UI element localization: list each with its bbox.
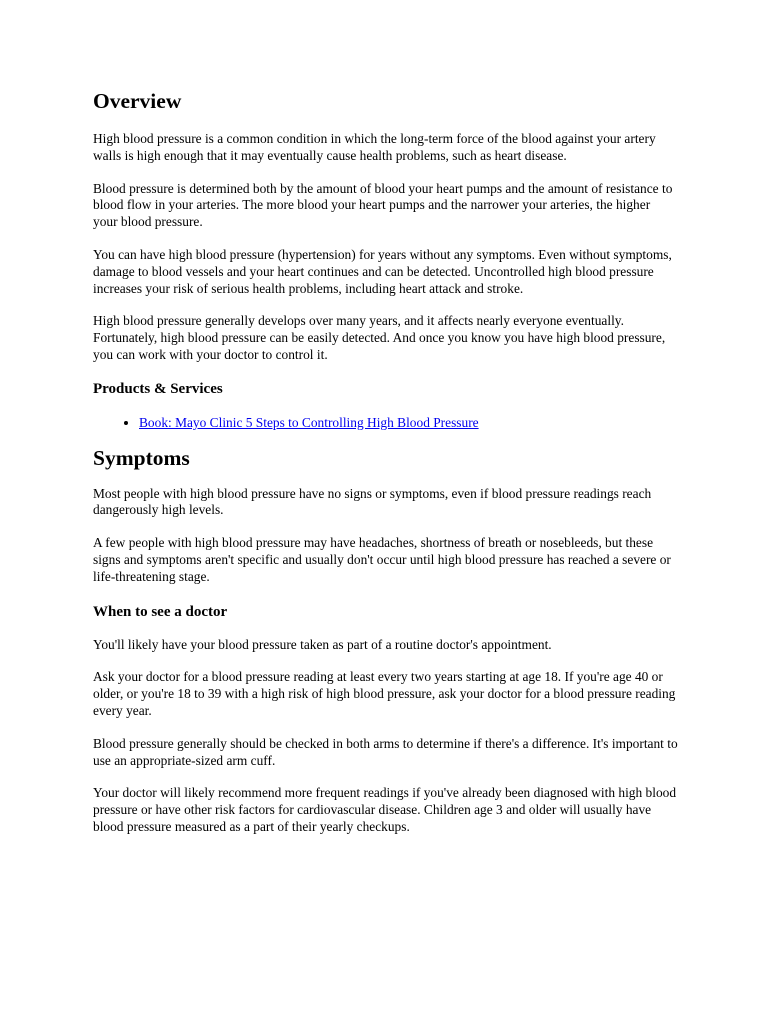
doctor-paragraph-3: Blood pressure generally should be checked in both arms to determine if there's a difference. It's important to use an appropriate-sized arm cuff.	[93, 735, 678, 768]
overview-paragraph-4: High blood pressure generally develops over many years, and it affects nearly everyone eventually. Fortunately, high blood pressure can be easily detected. And once you know you have high blood pressure, you can work with your doctor to control it.	[93, 313, 666, 362]
book-link[interactable]: Book: Mayo Clinic 5 Steps to Controlling High Blood Pressure	[139, 414, 479, 430]
symptoms-paragraph-2: A few people with high blood pressure may have headaches, shortness of breath or nosebleeds, but these signs and symptoms aren't specific and usually don't occur until high blood pressure has reached a severe or life-threatening stage.	[93, 535, 671, 584]
doctor-heading: When to see a doctor	[93, 603, 228, 620]
products-heading: Products & Services	[93, 380, 223, 397]
overview-paragraph-3: You can have high blood pressure (hypertension) for years without any symptoms. Even without symptoms, damage to blood vessels and your heart continues and can be detected. Uncontrolled high blood pressure increases your risk of serious health problems, including heart attack and stroke.	[93, 246, 672, 296]
overview-paragraph-2: Blood pressure is determined both by the amount of blood your heart pumps and the amount of resistance to blood flow in your arteries. The more blood your heart pumps and the narrower your arteries, the higher your blood pressure.	[93, 180, 673, 230]
overview-heading: Overview	[93, 89, 182, 113]
products-list-item	[139, 415, 678, 432]
doctor-paragraph-2: Ask your doctor for a blood pressure reading at least every two years starting at age 18. If you're age 40 or older, or you're 18 to 39 with a high risk of high blood pressure, ask your doctor for a blood pressure reading every year.	[93, 669, 676, 718]
doctor-paragraph-4: Your doctor will likely recommend more frequent readings if you've already been diagnosed with high blood pressure or have other risk factors for cardiovascular disease. Children age 3 and older will usually have blood pressure measured as a part of their yearly checkups.	[93, 785, 677, 834]
products-list	[93, 415, 678, 432]
doctor-paragraph-1: You'll likely have your blood pressure taken as part of a routine doctor's appointment.	[93, 636, 552, 652]
symptoms-paragraph-1: Most people with high blood pressure have no signs or symptoms, even if blood pressure readings reach dangerously high levels.	[93, 485, 652, 518]
overview-paragraph-1: High blood pressure is a common condition in which the long-term force of the blood against your artery walls is high enough that it may eventually cause health problems, such as heart disease.	[93, 131, 656, 163]
symptoms-heading: Symptoms	[93, 445, 190, 470]
